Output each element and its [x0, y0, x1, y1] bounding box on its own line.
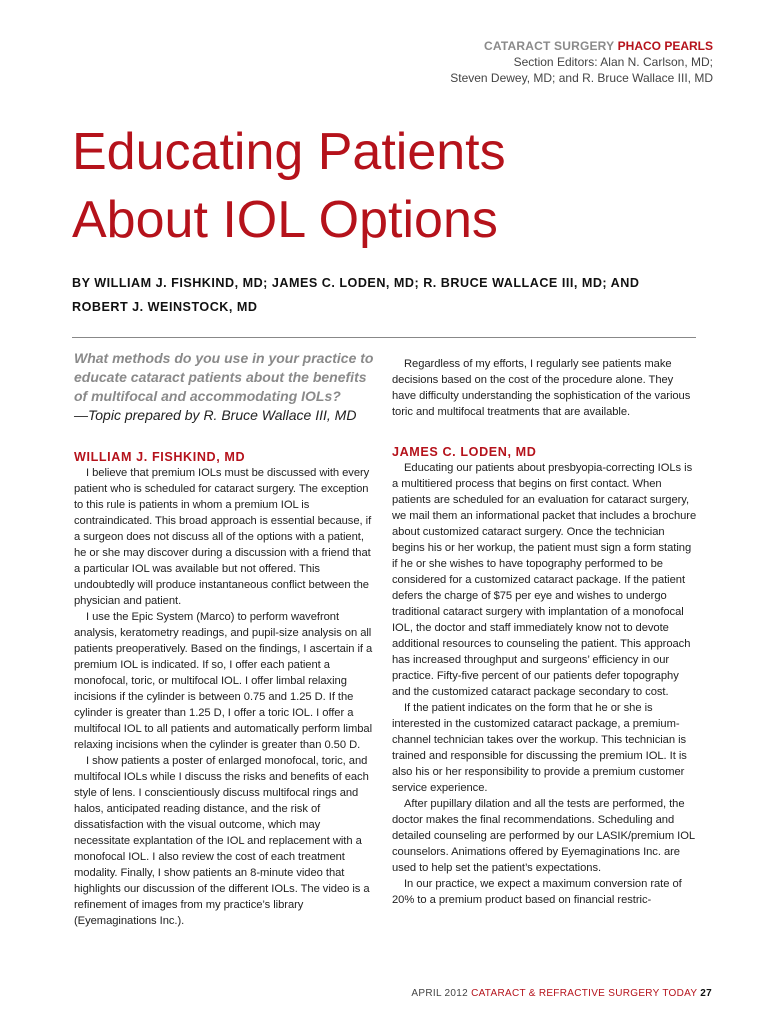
section-editors-line-2: Steven Dewey, MD; and R. Bruce Wallace III, MD [450, 71, 713, 85]
author-heading-loden: JAMES C. LODEN, MD [392, 445, 537, 459]
body-paragraph: I use the Epic System (Marco) to perform wavefront analysis, keratometry readings, and pupil-size analysis on all patients preoperatively. Based on the findings, I ascertain if a premium IOL is indicated. If so, I offer each patient a monofocal, toric, or multifocal IOL. I offer limbal relaxing incisions if the cylinder is between 0.75 and 1.25 D. If the cylinder is greater than 1.25 D, I offer a toric IOL. I offer a multifocal IOL to all patients and automatically perform limbal relaxing incisions when the cylinder is greater than 0.50 D. [74, 611, 373, 751]
article-title-line-1: Educating Patients [72, 123, 506, 181]
body-paragraph: After pupillary dilation and all the tests are performed, the doctor makes the final recommendations. Scheduling and detailed counseling are performed by our LASIK/premium IOL counselors. Animations offered by Eyemaginations Inc. are used to help set the patient’s expectations. [392, 798, 695, 874]
topic-credit: —Topic prepared by R. Bruce Wallace III, MD [74, 407, 357, 423]
body-paragraph: Educating our patients about presbyopia-correcting IOLs is a multitiered process that begins on first contact. When patients are scheduled for an evaluation for cataract surgery, we mail them an informational packet that includes a brochure about customized cataract surgery. Once the technician begins his or her workup, the patient must sign a form stating if he or she wishes to have topography performed to be considered for a customized cataract package. If the patient defers the charge of $75 per eye and wishes to undergo traditional cataract surgery with implantation of a monofocal IOL, the doctor and staff immediately know not to devote additional resources to counseling the patient. This approach has increased throughput and surgeons’ efficiency in our practice. Fifty-five percent of our patients defer topography and the customized cataract package secondary to cost. [392, 462, 697, 698]
article-byline [72, 271, 712, 319]
page-number: 27 [700, 988, 712, 999]
section-label [373, 38, 713, 54]
body-paragraph: If the patient indicates on the form that he or she is interested in the customized cataract package, a premium-channel technician takes over the workup. This technician is trained and responsible for discussing the premium IOL. It is also his or her responsibility to provide a premium customer service experience. [392, 702, 687, 794]
topic-question: What methods do you use in your practice to educate cataract patients about the benefits of multifocal and accommodating IOLs? [74, 350, 374, 404]
body-paragraph: I believe that premium IOLs must be discussed with every patient who is scheduled for cataract surgery. The exception to this rule is patients in whom a premium IOL is contraindicated. This broad approach is essential because, if a surgeon does not discuss all of the options with a patient, he or she may discover during a discussion with a friend that a particular IOL was available but not offered. This undoubtedly will produce instantaneous conflict between the physician and patient. [74, 467, 372, 607]
footer-magazine: CATARACT & REFRACTIVE SURGERY TODAY [471, 988, 698, 999]
right-column [392, 356, 697, 908]
byline-line-2: ROBERT J. WEINSTOCK, MD [72, 300, 258, 314]
body-paragraph: I show patients a poster of enlarged monofocal, toric, and multifocal IOLs while I discuss the risks and benefits of each style of lens. I conscientiously discuss multifocal rings and halos, anticipated reading distance, and the risk of dissatisfaction with the visual outcome, which may necessitate explantation of the IOL and replacement with a monofocal IOL. I also review the cost of each treatment modality. Finally, I show patients an 8-minute video that highlights our discussion of the different IOLs. The video is a refinement of images from my practice’s library (Eyemaginations Inc.). [74, 755, 370, 927]
header-divider [72, 337, 696, 338]
article-title [72, 118, 712, 254]
column-name: PHACO PEARLS [617, 39, 713, 53]
byline-line-1: BY WILLIAM J. FISHKIND, MD; JAMES C. LODEN, MD; R. BRUCE WALLACE III, MD; AND [72, 276, 640, 290]
section-editors-line-1: Section Editors: Alan N. Carlson, MD; [513, 55, 713, 69]
section-name: CATARACT SURGERY [484, 39, 615, 53]
page-footer [411, 988, 712, 999]
section-header [373, 38, 713, 86]
author-heading-fishkind: WILLIAM J. FISHKIND, MD [74, 450, 246, 464]
body-paragraph: In our practice, we expect a maximum conversion rate of 20% to a premium product based on financial restric- [392, 878, 682, 906]
footer-date: APRIL 2012 [411, 988, 468, 999]
article-title-line-2: About IOL Options [72, 191, 498, 249]
body-paragraph: Regardless of my efforts, I regularly see patients make decisions based on the cost of the procedure alone. They have difficulty understanding the sophistication of the various toric and multifocal treatments that are available. [392, 358, 691, 418]
left-column [74, 349, 379, 929]
